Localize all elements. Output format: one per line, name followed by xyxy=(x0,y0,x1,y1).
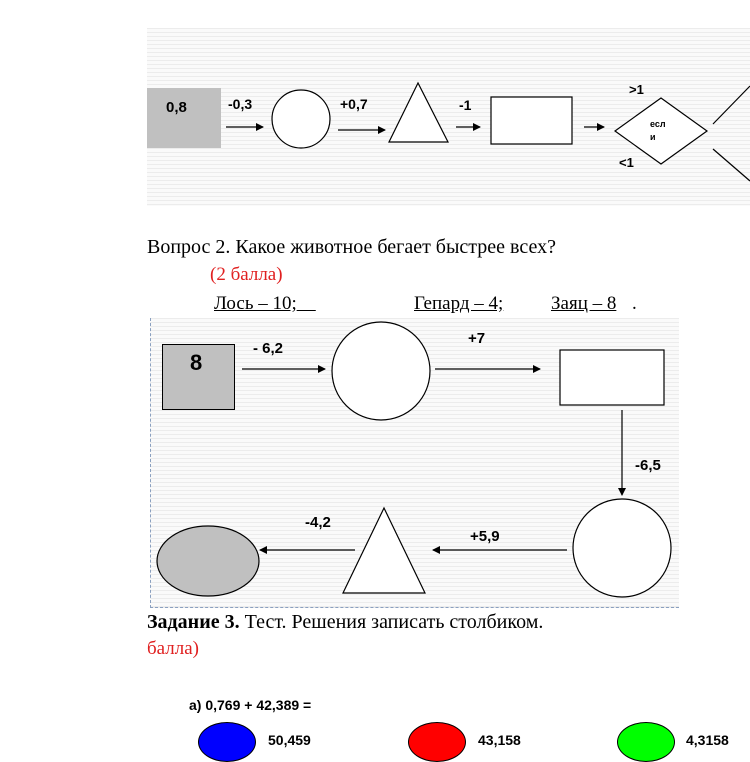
flowchart-2-op-5: -4,2 xyxy=(305,514,331,531)
answer-hare: Заяц – 8 xyxy=(551,293,617,314)
flowchart-1-op-1: -0,3 xyxy=(228,96,253,112)
flowchart-1-diamond-line-2: и xyxy=(650,132,656,142)
option-red-value: 43,158 xyxy=(478,732,521,748)
flowchart-2-op-1: - 6,2 xyxy=(253,340,284,357)
option-blue-marker[interactable] xyxy=(198,722,256,762)
question-2-title: Вопрос 2. Какое животное бегает быстрее всех? xyxy=(147,236,556,258)
flowchart-2-op-2: +7 xyxy=(468,330,486,347)
option-blue-value: 50,459 xyxy=(268,732,311,748)
flowchart-2-triangle xyxy=(343,508,425,593)
task-3-line xyxy=(147,611,543,634)
flowchart-1-branch-gt: >1 xyxy=(629,82,644,97)
flowchart-1-op-2: +0,7 xyxy=(340,96,368,112)
question-2-points: (2 балла) xyxy=(210,264,283,285)
option-red-marker[interactable] xyxy=(408,722,466,762)
flowchart-2-start-value: 8 xyxy=(190,350,203,375)
flowchart-2-rectangle xyxy=(560,350,664,405)
option-green-value: 4,3158 xyxy=(686,732,729,748)
flowchart-2-circle-top xyxy=(332,322,430,420)
task-3-points: балла) xyxy=(147,638,199,659)
flowchart-2-ellipse xyxy=(157,526,259,596)
flowchart-1-branch-lt: <1 xyxy=(619,155,634,170)
flowchart-2-circle-bottom xyxy=(573,499,671,597)
option-green-marker[interactable] xyxy=(617,722,675,762)
task-3-text: Тест. Решения записать столбиком. xyxy=(239,611,544,633)
flowchart-1-op-3: -1 xyxy=(459,97,472,113)
answer-moose-text: Лось – 10; xyxy=(214,293,297,314)
test-question: а) 0,769 + 42,389 = xyxy=(189,697,312,713)
task-3-heading: Задание 3. xyxy=(147,611,240,633)
answer-cheetah: Гепард – 4; xyxy=(414,293,504,314)
answer-period: . xyxy=(632,293,637,314)
flowchart-2-op-4: +5,9 xyxy=(470,528,500,545)
flowchart-1-diamond-line-1: есл xyxy=(650,119,666,129)
flowchart-2-op-3: -6,5 xyxy=(635,457,661,474)
flowchart-1-start-value: 0,8 xyxy=(166,99,187,116)
